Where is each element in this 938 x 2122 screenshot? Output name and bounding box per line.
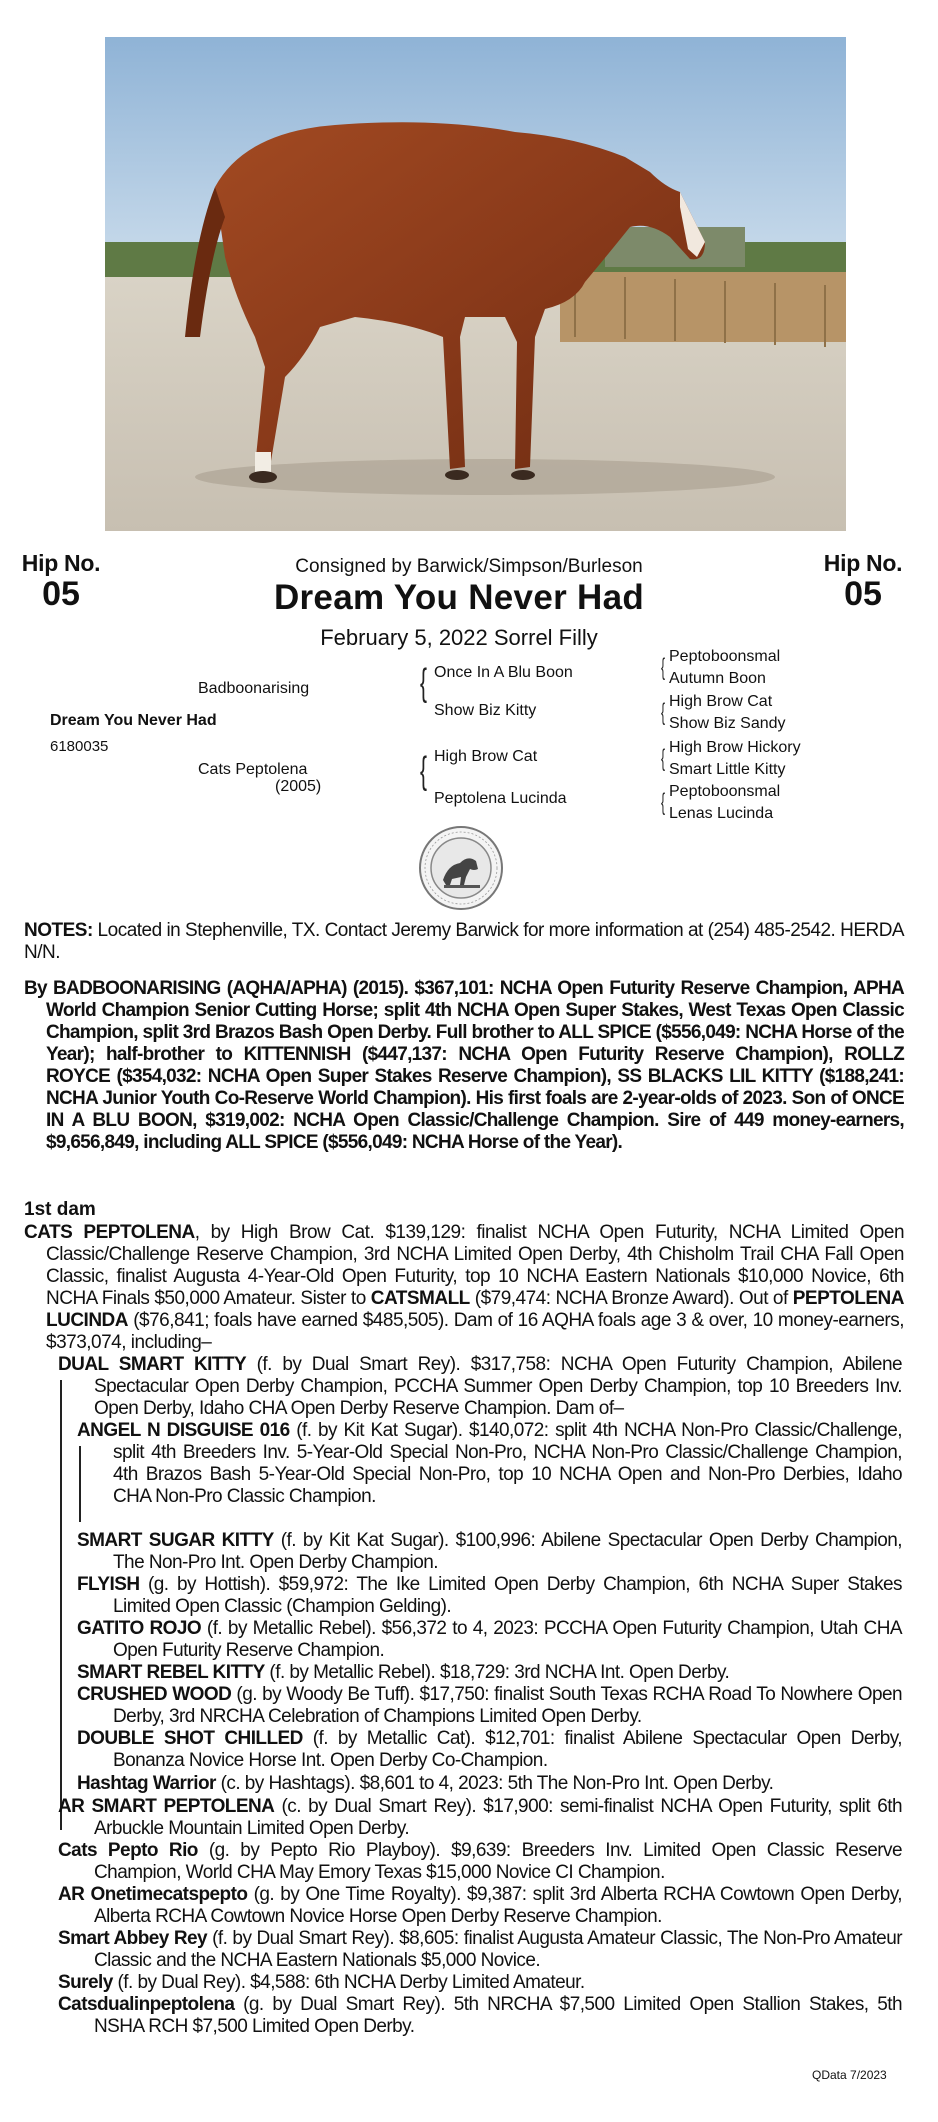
- offspring-entry: [77, 1530, 902, 1574]
- brace-icon: {: [661, 789, 666, 816]
- pedigree-g6: Smart Little Kitty: [669, 761, 786, 778]
- brace-icon: {: [661, 699, 666, 726]
- offspring-name: Surely: [58, 1972, 113, 1993]
- pedigree-dam-year: (2005): [275, 778, 322, 795]
- pedigree-dam-sire: High Brow Cat: [434, 748, 538, 765]
- offspring-text: (f. by Metallic Rebel). $56,372 to 4, 2023: PCCHA Open Futurity Champion, Utah CHA Open Futurity Reserve Champion.: [113, 1618, 902, 1661]
- offspring-text: (g. by Woody Be Tuff). $17,750: finalist South Texas RCHA Road To Nowhere Open Derby, 3rd NRCHA Celebration of Champions Limited Open Derby.: [113, 1684, 902, 1727]
- offspring-entry: [58, 1994, 902, 2038]
- offspring-text: (g. by Pepto Rio Playboy). $9,639: Breeders Inv. Limited Open Classic Reserve Champion, World CHA May Emory Texas $15,000 Novice CI Champion.: [94, 1840, 902, 1883]
- offspring-name: AR SMART PEPTOLENA: [58, 1796, 275, 1817]
- offspring-entry: [58, 1354, 902, 1420]
- offspring-entry: [58, 1972, 902, 1994]
- pedigree-g3: High Brow Cat: [669, 693, 773, 710]
- offspring-text: (f. by Dual Smart Rey). $317,758: NCHA Open Futurity Champion, Abilene Spectacular Open Derby Champion, PCCHA Summer Open Derby Champion, top 10 Breeders Inv. Open Derby, Idaho CHA Open Derby Reserve Champion. Dam of–: [94, 1354, 902, 1419]
- offspring-text: (g. by Dual Smart Rey). 5th NRCHA $7,500 Limited Open Stallion Stakes, 5th NSHA RCH $7,500 Limited Open Derby.: [94, 1994, 902, 2037]
- sorrel-horse-photo: [105, 37, 846, 531]
- data-source-footer: QData 7/2023: [812, 2068, 887, 2082]
- offspring-name: Smart Abbey Rey: [58, 1928, 208, 1949]
- offspring-text: (g. by One Time Royalty). $9,387: split 3rd Alberta RCHA Cowtown Open Derby, Alberta RCHA Cowtown Novice Horse Open Derby Reserve Champion.: [94, 1884, 902, 1927]
- pedigree-dam-dam: Peptolena Lucinda: [434, 790, 567, 807]
- horse-name-title: Dream You Never Had: [273, 578, 645, 617]
- horse-photo: [105, 37, 846, 531]
- offspring-entry: [77, 1618, 902, 1662]
- pedigree-sire-dam: Show Biz Kitty: [434, 702, 537, 719]
- offspring-text: (f. by Kit Kat Sugar). $100,996: Abilene Spectacular Open Derby Champion, The Non-Pro Int. Open Derby Champion.: [113, 1530, 902, 1573]
- sire-paragraph: By BADBOONARISING (AQHA/APHA) (2015). $367,101: NCHA Open Futurity Reserve Champion, APHA World Champion Senior Cutting Horse; split 4th NCHA Open Super Stakes, West Texas Open Classic Champion, split 3rd Brazos Bash Open Derby. Full brother to ALL SPICE ($556,049: NCHA Horse of the Year); half-brother to KITTENNISH ($447,137: NCHA Open Futurity Reserve Champion), ROLLZ ROYCE ($354,032: NCHA Open Super Stakes Reserve Champion), SS BLACKS LIL KITTY ($188,241: NCHA Junior Youth Co-Reserve World Champion). His first foals are 2-year-olds of 2023. Son of ONCE IN A BLU BOON, $319,002: NCHA Open Classic/Challenge Champion. Sire of 449 money-earners, $9,656,849, including ALL SPICE ($556,049: NCHA Horse of the Year).: [24, 978, 904, 1153]
- dam-sister: CATSMALL: [370, 1288, 470, 1309]
- foaling-date-subtitle: February 5, 2022 Sorrel Filly: [320, 625, 598, 650]
- pedigree-sire-sire: Once In A Blu Boon: [434, 664, 573, 681]
- offspring-entry: [77, 1662, 902, 1684]
- offspring-text: (f. by Dual Rey). $4,588: 6th NCHA Derby Limited Amateur.: [112, 1972, 585, 1993]
- pedigree-g7: Peptoboonsmal: [669, 783, 781, 800]
- hip-number: 05: [844, 575, 882, 613]
- dam-text-1: , by High Brow Cat. $139,129: finalist NCHA Open Futurity, NCHA Limited Open Classic/Challenge Reserve Champion, 3rd NCHA Limited Open Derby, 4th Chisholm Trail CHA Fall Open Classic, finalist Augusta 4-Year-Old Open Futurity, top 10 NCHA Eastern Nationals $10,000 Novice, 6th NCHA Finals $50,000 Amateur. Sister to: [46, 1222, 905, 1309]
- pedigree-subject: Dream You Never Had: [50, 712, 217, 729]
- offspring-entry: [58, 1796, 902, 1840]
- pedigree-g5: High Brow Hickory: [669, 739, 801, 756]
- notes-text: Located in Stephenville, TX. Contact Jeremy Barwick for more information at (254) 485-2542. HERDA N/N.: [24, 920, 904, 963]
- hip-label: Hip No.: [21, 550, 101, 576]
- offspring-entry: [77, 1728, 902, 1772]
- hip-number: 05: [42, 575, 80, 613]
- offspring-name: ANGEL N DISGUISE 016: [77, 1420, 290, 1441]
- brace-icon: {: [420, 662, 427, 704]
- offspring-text: (c. by Hashtags). $8,601 to 4, 2023: 5th The Non-Pro Int. Open Derby.: [215, 1773, 774, 1794]
- hip-label: Hip No.: [823, 550, 903, 576]
- brace-icon: {: [420, 750, 427, 792]
- pedigree-g8: Lenas Lucinda: [669, 805, 774, 822]
- brace-icon: {: [661, 654, 666, 681]
- offspring-name: CRUSHED WOOD: [77, 1684, 232, 1705]
- offspring-text: (f. by Kit Kat Sugar). $140,072: split 4th NCHA Non-Pro Classic/Challenge, split 4th Breeders Inv. 5-Year-Old Special Non-Pro, NCHA Non-Pro Classic/Challenge Champion, 4th Brazos Bash 5-Year-Old Special Non-Pro, top 10 NCHA Open and Non-Pro Derbies, Idaho CHA Non-Pro Classic Champion.: [113, 1420, 902, 1507]
- offspring-entry: [77, 1420, 902, 1508]
- dam-text-3: ($76,841; foals have earned $485,505). Dam of 16 AQHA foals age 3 & over, 10 money-earners, $373,074, including–: [46, 1310, 904, 1353]
- offspring-name: Hashtag Warrior: [77, 1773, 216, 1794]
- offspring-entry: [77, 1684, 902, 1728]
- dam-paragraph: [24, 1222, 904, 1354]
- offspring-name: GATITO ROJO: [77, 1618, 202, 1639]
- offspring-entry: [58, 1840, 902, 1884]
- offspring-text: (f. by Metallic Rebel). $18,729: 3rd NCHA Int. Open Derby.: [264, 1662, 730, 1683]
- brace-icon: {: [661, 745, 666, 772]
- notes-paragraph: [24, 920, 904, 964]
- first-dam-header: 1st dam: [24, 1199, 96, 1220]
- pedigree-sire: Badboonarising: [198, 680, 310, 697]
- pedigree-dam: Cats Peptolena: [198, 761, 308, 778]
- offspring-entry: [77, 1773, 902, 1795]
- association-seal-icon: [418, 825, 504, 911]
- lineage-bar: [60, 1380, 62, 1830]
- offspring-entry: [77, 1574, 902, 1618]
- pedigree-g2: Autumn Boon: [669, 670, 766, 687]
- lineage-bar: [79, 1446, 81, 1522]
- offspring-text: (c. by Dual Smart Rey). $17,900: semi-finalist NCHA Open Futurity, split 6th Arbuckle Mountain Limited Open Derby.: [94, 1796, 902, 1839]
- offspring-name: Catsdualinpeptolena: [58, 1994, 235, 2015]
- pedigree-g4: Show Biz Sandy: [669, 715, 786, 732]
- dam-second-dam: PEPTOLENA LUCINDA: [46, 1288, 904, 1331]
- offspring-name: DUAL SMART KITTY: [58, 1354, 247, 1375]
- pedigree-g1: Peptoboonsmal: [669, 648, 781, 665]
- offspring-name: AR Onetimecatspepto: [58, 1884, 248, 1905]
- offspring-name: DOUBLE SHOT CHILLED: [77, 1728, 303, 1749]
- offspring-name: SMART REBEL KITTY: [77, 1662, 265, 1683]
- offspring-text: (f. by Metallic Cat). $12,701: finalist Abilene Spectacular Open Derby, Bonanza Novice Horse Int. Open Derby Co-Champion.: [113, 1728, 902, 1771]
- pedigree-reg-number: 6180035: [50, 738, 109, 755]
- offspring-entry: [58, 1928, 902, 1972]
- dam-name: CATS PEPTOLENA: [24, 1222, 195, 1243]
- offspring-text: (f. by Dual Smart Rey). $8,605: finalist Augusta Amateur Classic, The Non-Pro Amateur Classic and the NCHA Eastern Nationals $5,000 Novice.: [94, 1928, 902, 1971]
- consigned-by: Consigned by Barwick/Simpson/Burleson: [295, 556, 643, 577]
- offspring-name: Cats Pepto Rio: [58, 1840, 198, 1861]
- offspring-name: SMART SUGAR KITTY: [77, 1530, 274, 1551]
- offspring-entry: [58, 1884, 902, 1928]
- offspring-name: FLYISH: [77, 1574, 140, 1595]
- dam-text-2: ($79,474: NCHA Bronze Award). Out of: [469, 1288, 793, 1309]
- notes-label: NOTES:: [24, 920, 93, 941]
- offspring-text: (g. by Hottish). $59,972: The Ike Limited Open Derby Champion, 6th NCHA Super Stakes Limited Open Classic (Champion Gelding).: [113, 1574, 902, 1617]
